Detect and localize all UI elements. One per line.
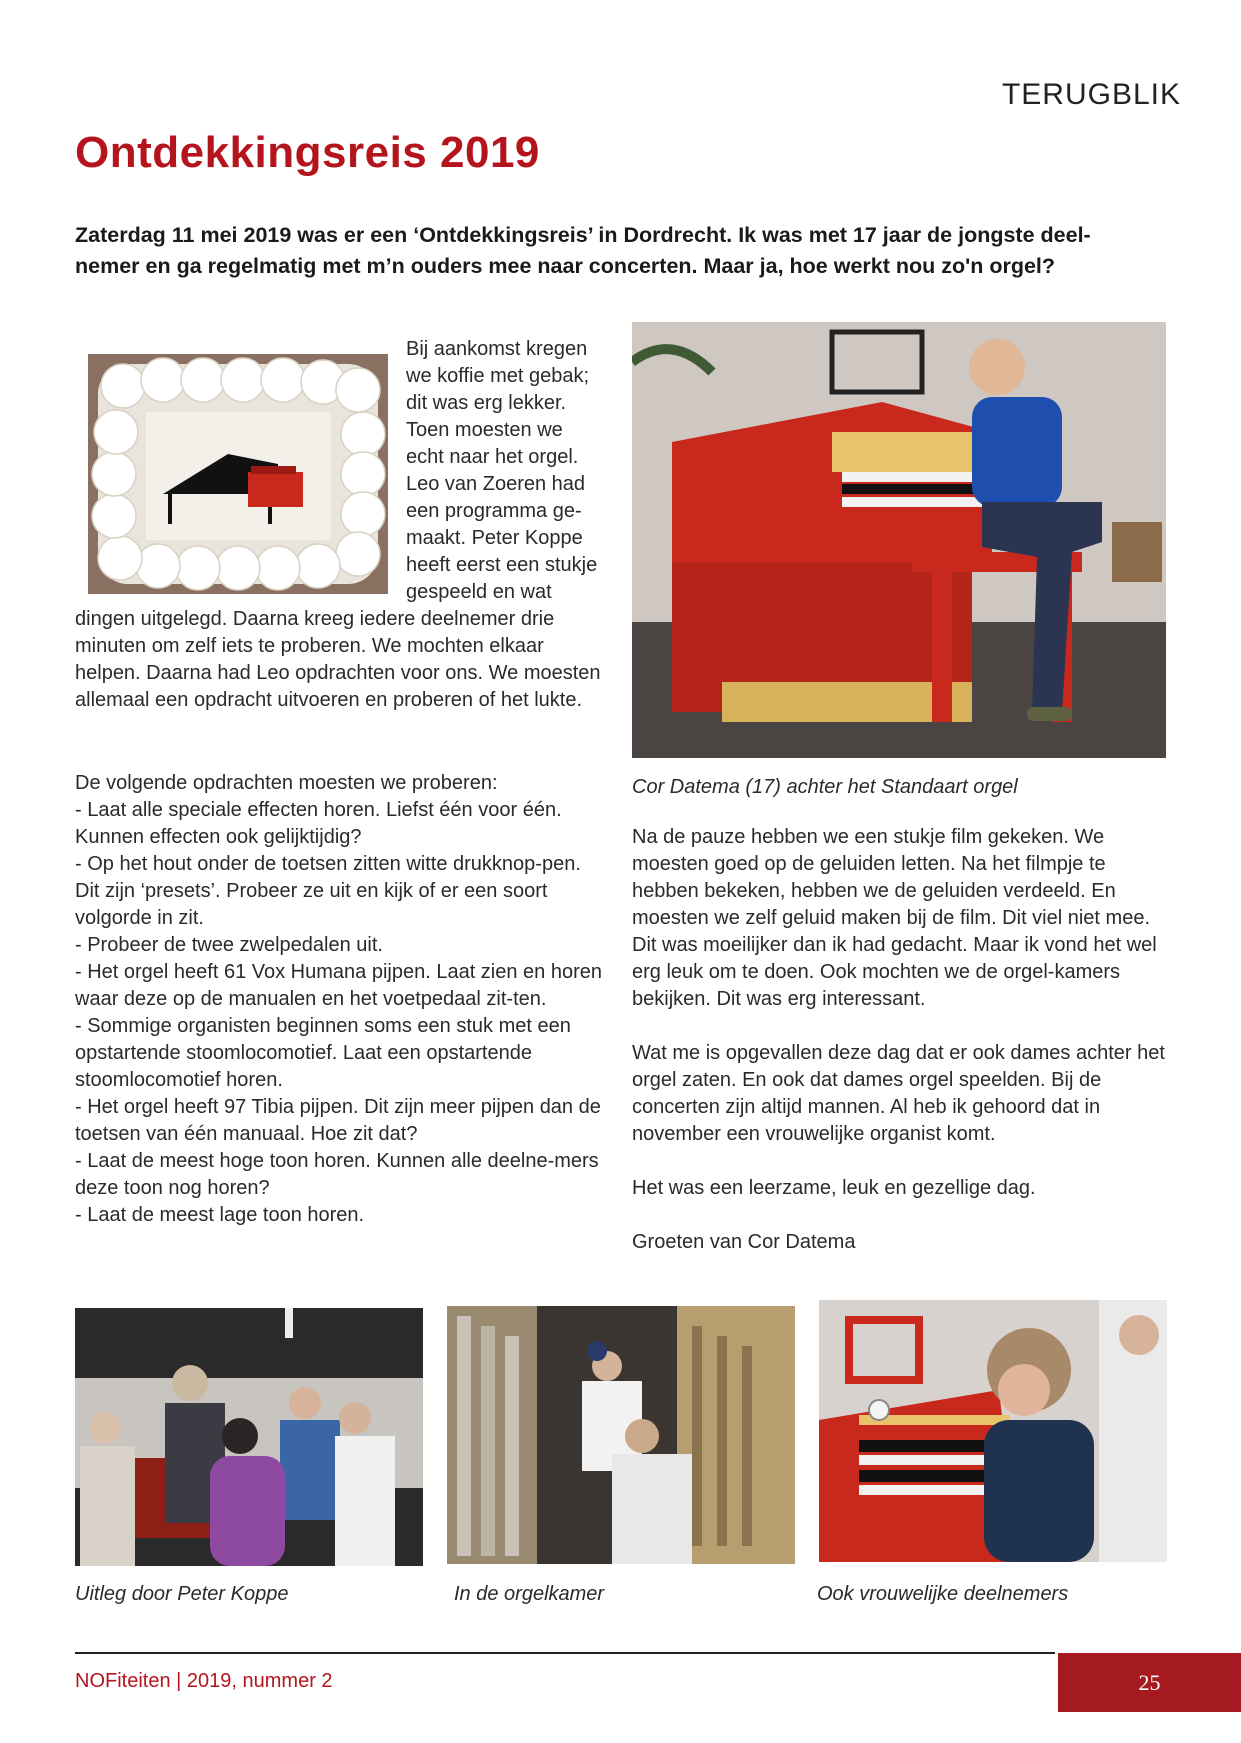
photo-vrouwelijke-deelnemers: [819, 1300, 1167, 1562]
column-2-paragraph-1: Na de pauze hebben we een stukje film gekeken. We moesten goed op de geluiden letten. Na het filmpje te hebben bekeken, hebben we de geluiden verdeeld. En moesten we zelf geluid maken bij de film. Dit viel niet mee. Dit was moeilijker dan ik had gedacht. Maar ik vond het wel erg leuk om te doen. Ook mochten we de orgel-kamers bekijken. Dit was erg interessant.: [632, 826, 1157, 1010]
paragraph-text: Bij aankomst kregen we koffie met gebak; dit was erg lekker. Toen moesten we echt naar het orgel. Leo van Zoeren had een programma ge-maakt. Peter Koppe heeft eerst een stukje gespeeld en wat dingen uitgelegd. Daarna kreeg iedere deelnemer drie minuten om zelf iets te proberen. We mochten elkaar helpen. Daarna had Leo opdrachten voor ons. We moesten allemaal een opdracht uitvoeren en proberen of het lukte.: [75, 338, 601, 711]
column-2-text: [632, 824, 1172, 1283]
footer-publication: NOFiteiten | 2019, nummer 2: [75, 1670, 333, 1692]
assignment-item: - Het orgel heeft 97 Tibia pijpen. Dit zijn meer pijpen dan de toetsen van één manuaal. Hoe zit dat?: [75, 1096, 601, 1145]
assignment-item: - Laat de meest hoge toon horen. Kunnen alle deelne-mers deze toon nog horen?: [75, 1150, 599, 1199]
column-1-assignments: [75, 770, 605, 1229]
caption-orgelkamer: In de orgelkamer: [454, 1583, 605, 1605]
assignment-item: - Laat alle speciale effecten horen. Liefst één voor één. Kunnen effecten ook gelijktijdig?: [75, 799, 562, 848]
column-1-paragraph-1: [75, 336, 605, 714]
footer-divider: [75, 1652, 1055, 1654]
cake-photo: [88, 354, 388, 594]
main-photo-caption: Cor Datema (17) achter het Standaart orgel: [632, 776, 1018, 798]
article-intro: Zaterdag 11 mei 2019 was er een ‘Ontdekkingsreis’ in Dordrecht. Ik was met 17 jaar de jongste deel-nemer en ga regelmatig met m’n ouders mee naar concerten. Maar ja, hoe werkt nou zo'n orgel?: [75, 223, 1091, 278]
assignment-item: - Het orgel heeft 61 Vox Humana pijpen. Laat zien en horen waar deze op de manualen en het voetpedaal zit-ten.: [75, 961, 603, 1010]
photo-orgelkamer: [447, 1306, 795, 1564]
caption-uitleg: Uitleg door Peter Koppe: [75, 1583, 289, 1605]
photo-uitleg: [75, 1308, 423, 1566]
article-title: Ontdekkingsreis 2019: [75, 128, 540, 177]
column-2-paragraph-2: Wat me is opgevallen deze dag dat er ook dames achter het orgel zaten. En ook dat dames orgel speelden. Bij de concerten zijn altijd mannen. Al heb ik gehoord dat in november een vrouwelijke organist komt.: [632, 1042, 1165, 1145]
organ-main-photo: [632, 322, 1166, 758]
assignment-item: - Sommige organisten beginnen soms een stuk met een opstartende stoomlocomotief. Laat een opstartende stoomlocomotief horen.: [75, 1015, 571, 1091]
signature: Groeten van Cor Datema: [632, 1231, 856, 1253]
assignments-lead: De volgende opdrachten moesten we proberen:: [75, 772, 498, 794]
assignment-item: - Probeer de twee zwelpedalen uit.: [75, 934, 383, 956]
caption-vrouwelijke-deelnemers: Ook vrouwelijke deelnemers: [817, 1583, 1069, 1605]
section-label: TERUGBLIK: [1001, 78, 1181, 111]
column-2-paragraph-3: Het was een leerzame, leuk en gezellige dag.: [632, 1177, 1036, 1199]
assignment-item: - Op het hout onder de toetsen zitten witte drukknop-pen. Dit zijn ‘presets’. Probeer ze uit en kijk of er een soort volgorde in zit.: [75, 853, 581, 929]
assignment-item: - Laat de meest lage toon horen.: [75, 1204, 365, 1226]
page-number: 25: [1058, 1653, 1241, 1712]
